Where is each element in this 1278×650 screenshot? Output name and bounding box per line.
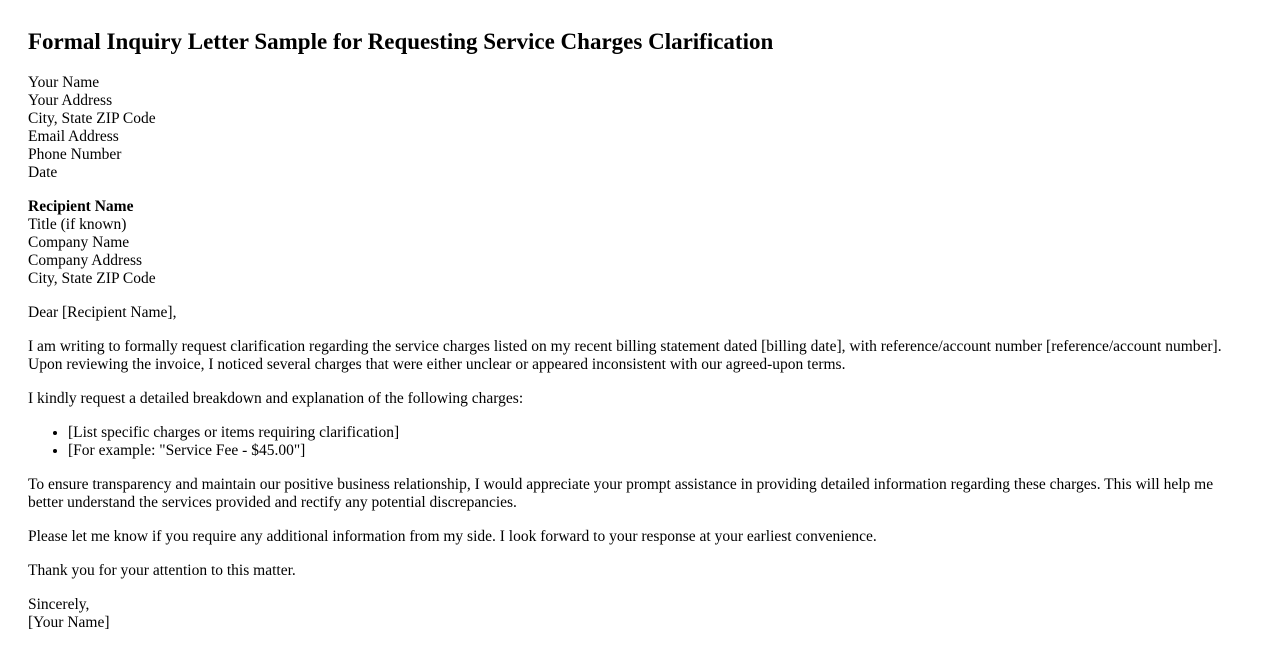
body-paragraph-thanks: Thank you for your attention to this matter. [28, 562, 296, 579]
body-paragraph-request: I kindly request a detailed breakdown and explanation of the following charges: [28, 390, 524, 407]
sender-city-state-zip: City, State ZIP Code [28, 110, 156, 127]
body-paragraph-followup: Please let me know if you require any additional information from my side. I look forward to your response at your earliest convenience. [28, 528, 877, 545]
sender-name: Your Name [28, 74, 100, 91]
signature-name: [Your Name] [28, 614, 110, 631]
body-paragraph-intro: I am writing to formally request clarification regarding the service charges listed on my recent billing statement dated [billing date], with reference/account number [reference/account number]. Upon reviewing the invoice, I noticed several charges that were either unclear or appeared inconsistent with our agreed-upon terms. [28, 338, 1222, 373]
list-item: • [List specific charges or items requiring clarification] [68, 424, 1250, 442]
closing: Sincerely, [28, 596, 90, 613]
signature-block [28, 596, 1250, 632]
salutation: Dear [Recipient Name], [28, 304, 177, 321]
recipient-company-address: Company Address [28, 252, 143, 269]
sender-phone: Phone Number [28, 146, 122, 163]
sender-date: Date [28, 164, 58, 181]
list-item: • [For example: "Service Fee - $45.00"] [68, 442, 1250, 460]
body-paragraph-transparency: To ensure transparency and maintain our positive business relationship, I would appreciate your prompt assistance in providing detailed information regarding these charges. This will help me better understand the services provided and rectify any potential discrepancies. [28, 476, 1214, 511]
recipient-city-state-zip: City, State ZIP Code [28, 270, 156, 287]
page-title: Formal Inquiry Letter Sample for Requesting Service Charges Clarification [28, 29, 774, 54]
recipient-name: Recipient Name [28, 198, 134, 215]
sender-address: Your Address [28, 92, 113, 109]
recipient-block [28, 198, 1250, 288]
recipient-title: Title (if known) [28, 216, 127, 233]
sender-block [28, 74, 1250, 182]
charges-list [28, 424, 1250, 460]
recipient-company: Company Name [28, 234, 130, 251]
sender-email: Email Address [28, 128, 119, 145]
